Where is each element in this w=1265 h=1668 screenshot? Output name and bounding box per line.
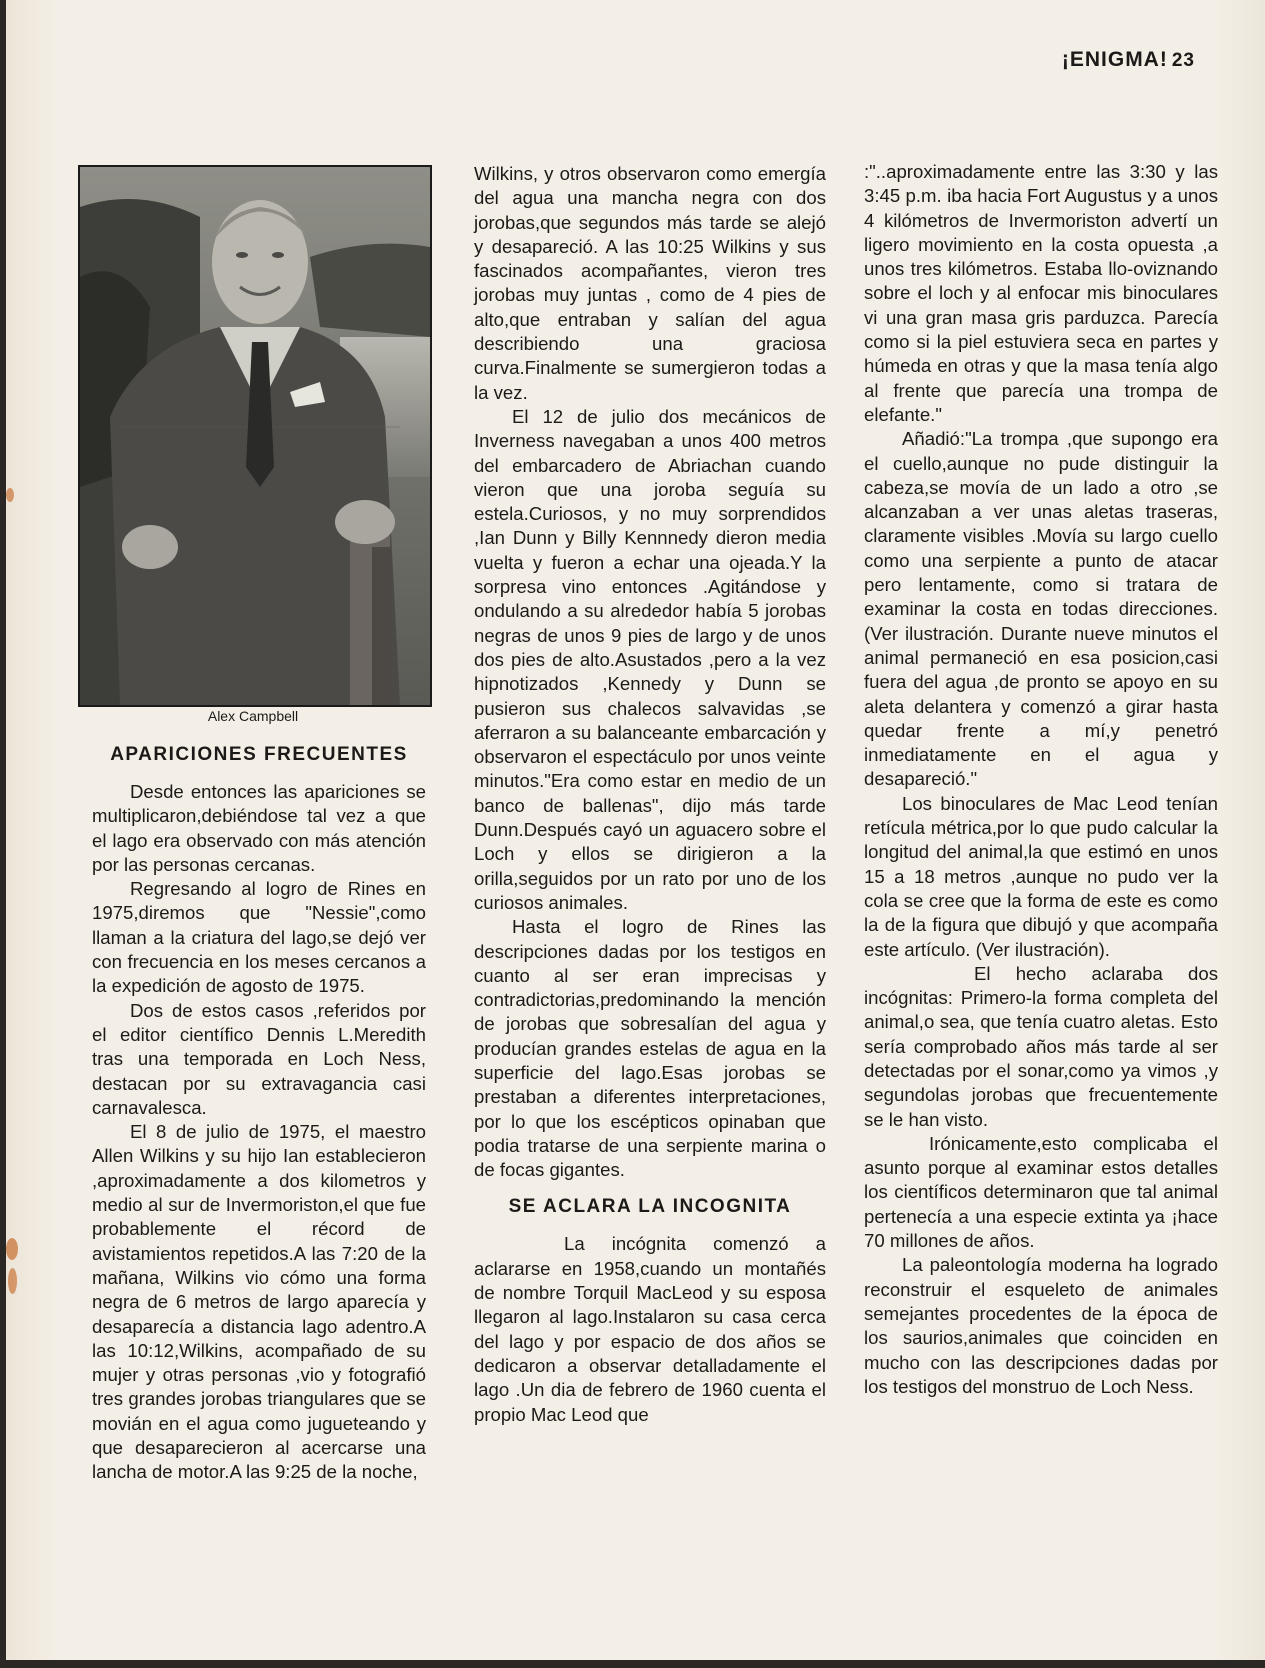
portrait-photo [78, 165, 432, 707]
paragraph: Wilkins, y otros observaron como emergía del agua una mancha negra con dos jorobas,que segundos más tarde se alejó y desapareció. A las 10:25 Wilkins y sus fascinados acompañantes, vieron tres jorobas muy juntas , como de 4 pies de alto,que entraban y salían del agua describiendo una graciosa curva.Finalmente se sumergieron todas a la vez. [474, 163, 826, 403]
paragraph: Hasta el logro de Rines las descripciones dadas por los testigos en cuanto al ser eran imprecisas y contradictorias,predominando la mención de jorobas que sobresalían del agua y producían grandes estelas de agua en la superficie del lago.Esas jorobas se prestaban a diferentes interpretaciones, por lo que los escépticos opinaban que podia tratarse de una serpiente marina o de focas gigantes. [474, 916, 826, 1181]
page-number: 23 [1171, 50, 1195, 71]
paragraph: La incógnita comenzó a aclararse en 1958,cuando un montañés de nombre Torquil MacLeod y su esposa llegaron al lago.Instalaron su casa cerca del lago y por espacio de dos años se dedicaron a observar detalladamente el lago .Un dia de febrero de 1960 cuenta el propio Mac Leod que [474, 1233, 826, 1425]
section-heading: APARICIONES FRECUENTES [110, 744, 408, 765]
article-column-2 [474, 162, 826, 1427]
article-column-1 [92, 742, 426, 1485]
paragraph: La paleontología moderna ha logrado reconstruir el esqueleto de animales semejantes procedentes de la época de los saurios,animales que coinciden en mucho con las descripciones dadas por los testigos del monstruo de Loch Ness. [864, 1254, 1218, 1397]
paragraph: Dos de estos casos ,referidos por el editor científico Dennis L.Meredith tras una temporada en Loch Ness, destacan por su extravagancia casi carnavalesca. [92, 999, 426, 1118]
magazine-page [6, 0, 1265, 1660]
paper-stain [6, 488, 14, 502]
magazine-title: ¡ENIGMA! [1061, 48, 1168, 71]
paper-stain [6, 1238, 18, 1260]
paragraph: Los binoculares de Mac Leod tenían retícula métrica,por lo que pudo calcular la longitud del animal,la que estimó en unos 15 a 18 metros ,aunque no pudo ver la cola se cree que la forma de este es como la de la figura que dibujó y que acompaña este artículo. (Ver ilustración). [864, 792, 1218, 960]
paragraph: Irónicamente,esto complicaba el asunto porque al examinar estos detalles los científicos determinaron que tal animal pertenecía a una especie extinta ya ¡hace 70 millones de años. [864, 1132, 1218, 1252]
portrait-photo-drawing [80, 167, 430, 705]
paragraph: :"..aproximadamente entre las 3:30 y las 3:45 p.m. iba hacia Fort Augustus y a unos 4 kilómetros de Invermoriston advertí un ligero movimiento en la costa opuesta ,a unos tres kilómetros. Estaba llo-oviznando sobre el loch y al enfocar mis binoculares vi una gran masa gris parduzca. Parecía como si la piel estuviera seca en partes y húmeda en otras y que la masa tenía algo al frente que parecía una trompa de elefante." [864, 161, 1218, 425]
paragraph: Desde entonces las apariciones se multiplicaron,debiéndose tal vez a que el lago era observado con más atención por las personas cercanas. [92, 781, 426, 875]
paragraph: El 8 de julio de 1975, el maestro Allen Wilkins y su hijo Ian establecieron ,aproximadamente a dos kilometros y medio al sur de Invermoriston,el que fue probablemente el récord de avistamientos repetidos.A las 7:20 de la mañana, Wilkins vio cómo una forma negra de 6 metros de largo aparecía y desaparecía a distancia lago adentro.A las 10:12,Wilkins, acompañado de su mujer y otras personas ,vio y fotografió tres grandes jorobas triangulares que se movián en el agua como jugueteando y que desaparecieron al acercarse una lancha de motor.A las 9:25 de la noche, [92, 1121, 426, 1483]
paragraph: El 12 de julio dos mecánicos de Inverness navegaban a unos 400 metros del embarcadero de Abriachan cuando vieron que una joroba seguía su estela.Curiosos, y no muy sorprendidos ,Ian Dunn y Billy Kennnedy dieron media vuelta y fueron a echar una ojeada.Y la sorpresa vino entonces .Agitándose y ondulando a su alrededor había 5 jorobas negras de unos 9 pies de largo y de unos dos pies de alto.Asustados ,pero a la vez hipnotizados ,Kennedy y Dunn se pusieron sus chalecos salvavidas ,se aferraron a su balanceante embarcación y observaron el espectáculo por unos veinte minutos."Era como estar en medio de un banco de ballenas", dijo más tarde Dunn.Después cayó un aguacero sobre el Loch y ellos se dirigieron a la orilla,seguidos por un rato por uno de los curiosos animales. [474, 405, 826, 913]
photo-caption: Alex Campbell [207, 708, 299, 724]
paragraph: Regresando al logro de Rines en 1975,diremos que "Nessie",como llaman a la criatura del lago,se dejó ver con frecuencia en los meses cercanos a la expedición de agosto de 1975. [92, 878, 426, 997]
paragraph: Añadió:"La trompa ,que supongo era el cuello,aunque no pude distinguir la cabeza,se movía de un lado a otro ,se alcanzaban a ver unas aletas traseras, claramente visibles .Movía su largo cuello como una serpiente a punto de atacar pero lentamente, como si tratara de examinar la costa en todas direcciones. (Ver ilustración. Durante nueve minutos el animal permaneció en esa posicion,casi fuera del agua ,de pronto se apoyo en su aleta delantera y comenzó a girar hasta quedar frente a mí,y penetró inmediatamente en el agua y desapareció." [864, 428, 1218, 790]
paper-stain [8, 1268, 17, 1294]
section-heading: SE ACLARA LA INCOGNITA [508, 1196, 792, 1218]
page-header [1062, 48, 1195, 72]
article-column-3 [864, 160, 1218, 1399]
paragraph: El hecho aclaraba dos incógnitas: Primero-la forma completa del animal,o sea, que tenía cuatro aletas. Esto sería comprobado años más tarde al ser detectadas por el sonar,como ya vimos ,y segundolas jorobas que frecuentemente se le han visto. [864, 962, 1218, 1130]
